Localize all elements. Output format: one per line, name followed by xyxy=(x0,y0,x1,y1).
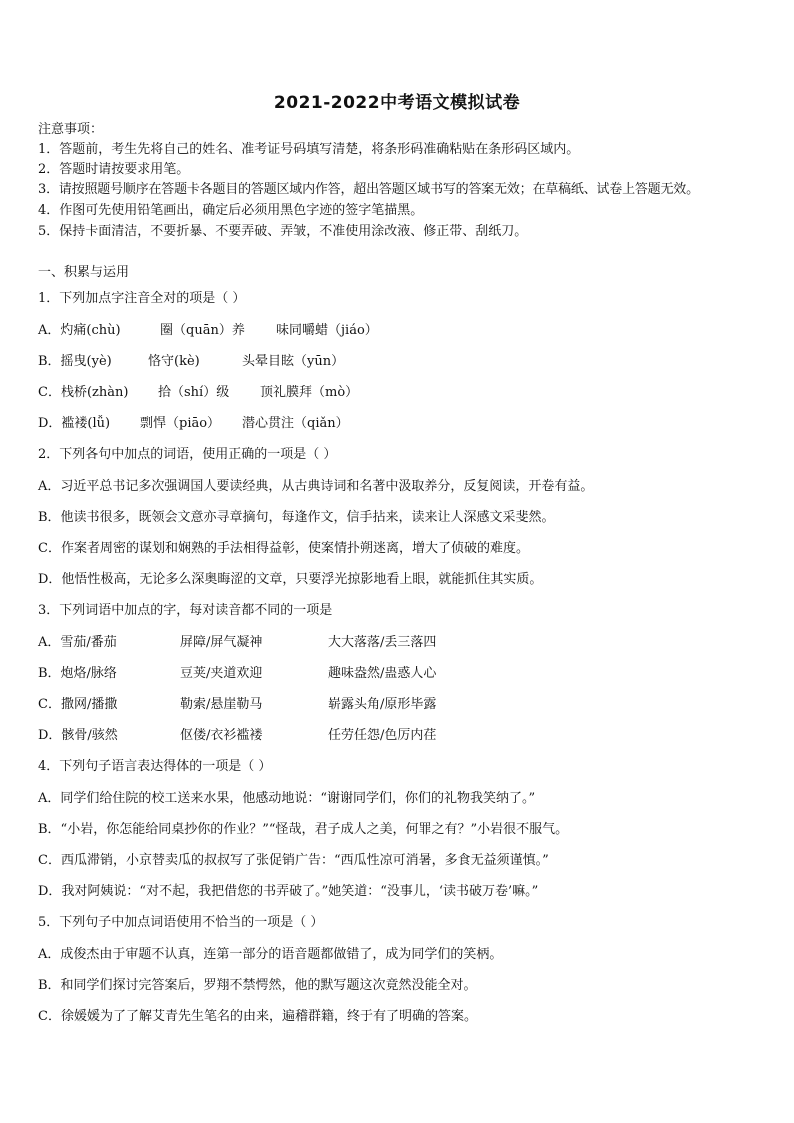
option-cell: A．雪茄/番茄 xyxy=(38,635,117,650)
question-stem: 5．下列句子中加点词语使用不恰当的一项是（ ） xyxy=(38,915,324,930)
option-cell: 顶礼膜拜（mò） xyxy=(260,385,359,400)
option-cell: 味同嚼蜡（jiáo） xyxy=(276,323,378,338)
option-line: C．作案者周密的谋划和娴熟的手法相得益彰，使案情扑朔迷离，增大了侦破的难度。 xyxy=(38,541,529,556)
notice-item: 2．答题时请按要求用笔。 xyxy=(38,162,190,177)
option-cell: 剽悍（piāo） xyxy=(140,416,221,431)
option-cell: 豆荚/夹道欢迎 xyxy=(180,666,263,681)
option-line: D．他悟性极高，无论多么深奥晦涩的文章，只要浮光掠影地看上眼，就能抓住其实质。 xyxy=(38,572,543,587)
option-cell: B．炮烙/脉络 xyxy=(38,666,117,681)
option-line: A．成俊杰由于审题不认真，连第一部分的语音题都做错了，成为同学们的笑柄。 xyxy=(38,947,503,962)
notice-item: 4．作图可先使用铅笔画出，确定后必须用黑色字迹的签字笔描黑。 xyxy=(38,203,424,218)
question-stem: 1．下列加点字注音全对的项是（ ） xyxy=(38,291,246,306)
question-stem: 2．下列各句中加点的词语，使用正确的一项是（ ） xyxy=(38,447,337,462)
option-cell: B．摇曳(yè) xyxy=(38,354,112,369)
option-cell: A．灼痛(chù) xyxy=(38,323,121,338)
question-stem: 3．下列词语中加点的字，每对读音都不同的一项是 xyxy=(38,603,333,618)
option-cell: 任劳任怨/色厉内荏 xyxy=(328,728,437,743)
option-line: D．我对阿姨说：“对不起，我把借您的书弄破了。”她笑道：“没事儿，‘读书破万卷’嘛。” xyxy=(38,884,539,899)
question-stem: 4．下列句子语言表达得体的一项是（ ） xyxy=(38,759,272,774)
option-line: A．习近平总书记多次强调国人要读经典，从古典诗词和名著中汲取养分，反复阅读，开卷有益。 xyxy=(38,479,594,494)
option-line: C．徐媛媛为了了解艾青先生笔名的由来，遍稽群籍，终于有了明确的答案。 xyxy=(38,1009,477,1024)
option-cell: 头晕目眩（yūn） xyxy=(242,354,345,369)
option-cell: 大大落落/丢三落四 xyxy=(328,635,437,650)
notice-heading: 注意事项： xyxy=(38,122,104,137)
option-cell: 伛偻/衣衫褴褛 xyxy=(180,728,263,743)
option-cell: 勒索/悬崖勒马 xyxy=(180,697,263,712)
option-cell: D．褴褛(lǚ) xyxy=(38,416,111,431)
option-cell: 崭露头角/原形毕露 xyxy=(328,697,437,712)
option-line: B．和同学们探讨完答案后，罗翔不禁愕然，他的默写题这次竟然没能全对。 xyxy=(38,978,477,993)
section-heading: 一、积累与运用 xyxy=(38,265,130,280)
notice-item: 5．保持卡面清洁，不要折暴、不要弄破、弄皱，不准使用涂改液、修正带、刮纸刀。 xyxy=(38,224,528,239)
option-line: B．他读书很多，既领会文意亦寻章摘句，每逢作文，信手拈来，读来让人深感文采斐然。 xyxy=(38,510,555,525)
option-cell: 恪守(kè) xyxy=(148,354,200,369)
option-cell: C．栈桥(zhàn) xyxy=(38,385,129,400)
option-cell: 屏障/屏气凝神 xyxy=(180,635,263,650)
option-line: B．“小岩，你怎能给同桌抄你的作业？”“怪哉，君子成人之美，何罪之有？”小岩很不服气。 xyxy=(38,822,569,837)
option-cell: 圈（quān）养 xyxy=(160,323,245,338)
option-cell: 潜心贯注（qiǎn） xyxy=(242,416,349,431)
option-line: A．同学们给住院的校工送来水果，他感动地说：“谢谢同学们，你们的礼物我笑纳了。” xyxy=(38,791,536,806)
notice-item: 3．请按照题号顺序在答题卡各题目的答题区域内作答，超出答题区域书写的答案无效；在草稿纸、试卷上答题无效。 xyxy=(38,182,699,197)
notice-item: 1．答题前，考生先将自己的姓名、准考证号码填写清楚，将条形码准确粘贴在条形码区域内。 xyxy=(38,142,580,157)
option-line: C．西瓜滞销，小京替卖瓜的叔叔写了张促销广告：“西瓜性凉可消暑，多食无益须谨慎。” xyxy=(38,853,549,868)
exam-title: 2021-2022中考语文模拟试卷 xyxy=(273,93,521,113)
option-cell: C．撒网/播撒 xyxy=(38,697,118,712)
option-cell: 趣味盎然/蛊惑人心 xyxy=(328,666,437,681)
option-cell: D．骸骨/骇然 xyxy=(38,728,118,743)
option-cell: 拾（shí）级 xyxy=(158,385,230,400)
